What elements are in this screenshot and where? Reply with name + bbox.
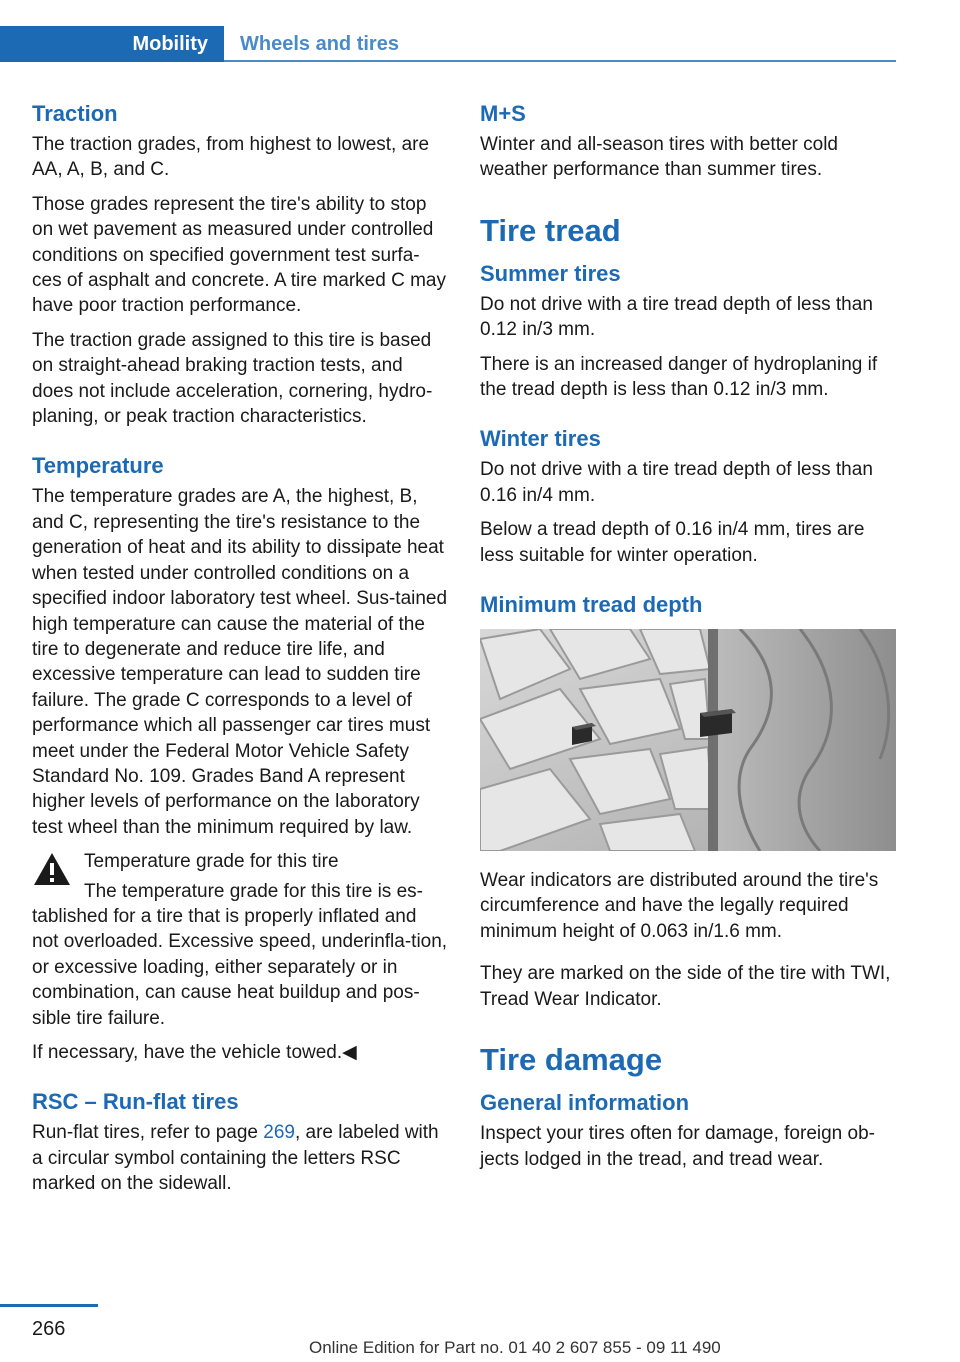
- edition-line: Online Edition for Part no. 01 40 2 607 855 - 09 11 490: [309, 1338, 721, 1357]
- summer-paragraph-1: Do not drive with a tire tread depth of less than 0.12 in/3 mm.: [480, 293, 873, 341]
- temperature-heading: Temperature: [32, 453, 164, 479]
- tire-tread-heading: Tire tread: [480, 212, 621, 248]
- subsection-tab: [240, 26, 399, 62]
- rsc-paragraph: [32, 1120, 448, 1196]
- rsc-text-pre: Run-flat tires, refer to page: [32, 1122, 264, 1144]
- winter-paragraph-2: Below a tread depth of 0.16 in/4 mm, tires are less suitable for winter operation.: [480, 519, 865, 566]
- temperature-paragraph: The temperature grades are A, the highest, B, and C, representing the tire's resistance to the generation of heat and its ability to dissipate heat when tested under controlled conditions on a specified indoor laboratory test wheel. Sus‐tained high temperature can cause the material of the tire to degenerate and reduce tire life, and excessive temperature can lead to sudden tire failure. The grade C corresponds to a level of performance which all passenger car tires must meet under the Federal Motor Vehicle Safety Standard No. 109. Grades Band A represent higher levels of performance on the laboratory test wheel than the minimum required by law.: [32, 486, 448, 838]
- section-label: Mobility: [132, 32, 208, 55]
- summer-paragraph-2: There is an increased danger of hydroplaning if the tread depth is less than 0.12 in/3 mm.: [480, 353, 878, 401]
- summer-tires-heading: Summer tires: [480, 260, 621, 286]
- general-information-heading: General information: [480, 1090, 690, 1116]
- page-reference-link[interactable]: 269: [263, 1122, 295, 1144]
- warning-title: Temperature grade for this tire: [84, 851, 339, 873]
- subsection-label: Wheels and tires: [240, 32, 399, 55]
- warning-block: [32, 849, 448, 1031]
- page-header: [0, 26, 896, 62]
- winter-paragraph-1: Do not drive with a tire tread depth of less than 0.16 in/4 mm.: [480, 459, 873, 506]
- minimum-paragraph-2: They are marked on the side of the tire with TWI, Tread Wear Indicator.: [480, 963, 891, 1010]
- tire-damage-heading: Tire damage: [480, 1042, 663, 1078]
- footer-rule: [0, 1304, 98, 1307]
- rsc-text-post: , are labeled with a circular symbol containing the letters RSC marked on the sidewall.: [32, 1122, 439, 1195]
- wear-indicator-right: [700, 709, 736, 737]
- header-rule: [224, 60, 896, 62]
- minimum-paragraph-1: Wear indicators are distributed around the tire's circumference and have the legally required minimum height of 0.063 in/1.6 mm.: [480, 870, 879, 942]
- traction-paragraph-1: The traction grades, from highest to lowest, are AA, A, B, and C.: [32, 134, 430, 181]
- general-paragraph: Inspect your tires often for damage, foreign ob‐jects lodged in the tread, and tread wear.: [480, 1123, 875, 1170]
- tire-tread-illustration: [480, 629, 896, 851]
- traction-paragraph-2: Those grades represent the tire's ability to stop on wet pavement as measured under controlled conditions on specified government test surfa‐ces of asphalt and concrete. A tire marked C may have poor traction performance.: [32, 193, 446, 317]
- winter-tires-heading: Winter tires: [480, 426, 601, 452]
- warning-after-text: If necessary, have the vehicle towed.◀: [32, 1042, 357, 1063]
- section-tab: [0, 26, 224, 62]
- ms-heading: M+S: [480, 101, 526, 126]
- warning-text: The temperature grade for this tire is es‐tablished for a tire that is properly inflated and not overloaded. Excessive speed, underinfla‐tion, or excessive loading, either separately or in combination, can cause heat buildup and pos‐sible tire failure.: [32, 880, 448, 1029]
- traction-paragraph-3: The traction grade assigned to this tire is based on straight-ahead braking traction tests, and does not include acceleration, cornering, hydro‐planing, or peak traction characteristics.: [32, 329, 433, 428]
- warning-triangle-icon: [32, 851, 72, 887]
- ms-paragraph: Winter and all-season tires with better cold weather performance than summer tires.: [480, 134, 838, 181]
- minimum-tread-heading: Minimum tread depth: [480, 592, 703, 618]
- left-column: [32, 100, 448, 1206]
- right-column: [480, 100, 896, 1181]
- page-number: 266: [32, 1318, 66, 1340]
- rsc-heading: RSC – Run-flat tires: [32, 1089, 239, 1115]
- traction-heading: Traction: [32, 101, 118, 126]
